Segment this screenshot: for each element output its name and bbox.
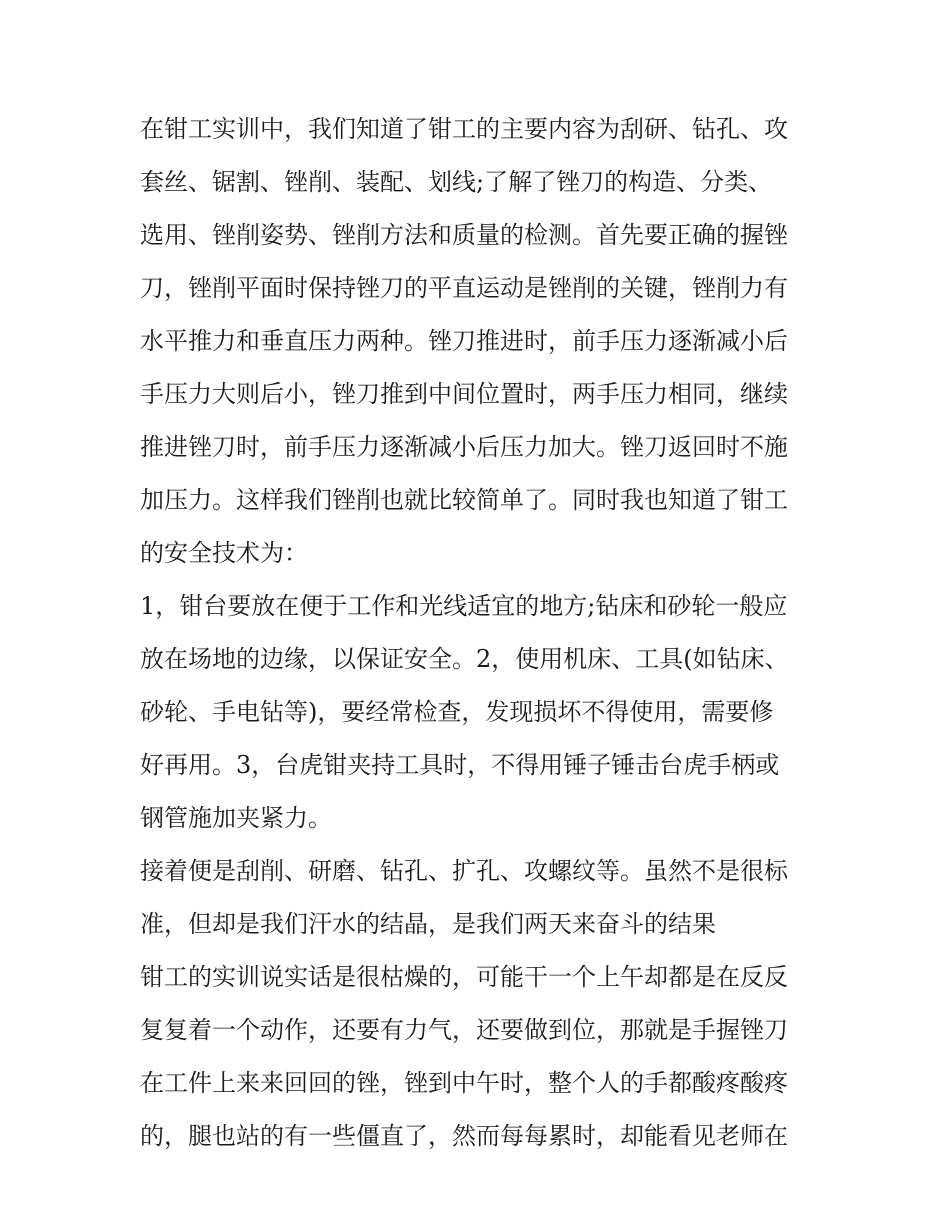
text-line-10: 1，钳台要放在便于工作和光线适宜的地方;钻床和砂轮一般应	[140, 592, 788, 620]
text-line-19: 在工件上来来回回的锉，锉到中午时，整个人的手都酸疼酸疼	[140, 1069, 788, 1097]
text-line-6: 手压力大则后小，锉刀推到中间位置时，两手压力相同，继续	[140, 380, 788, 408]
text-line-11: 放在场地的边缘，以保证安全。2，使用机床、工具(如钻床、	[140, 645, 789, 673]
text-line-9: 的安全技术为：	[140, 539, 308, 567]
text-line-12: 砂轮、手电钻等)，要经常检查，发现损坏不得使用，需要修	[140, 698, 774, 726]
text-line-15: 接着便是刮削、研磨、钻孔、扩孔、攻螺纹等。虽然不是很标	[140, 857, 788, 885]
text-line-7: 推进锉刀时，前手压力逐渐减小后压力加大。锉刀返回时不施	[140, 433, 788, 461]
text-line-20: 的，腿也站的有一些僵直了，然而每每累时，却能看见老师在	[140, 1122, 788, 1150]
text-line-17: 钳工的实训说实话是很枯燥的，可能干一个上午却都是在反反	[140, 963, 788, 991]
text-line-5: 水平推力和垂直压力两种。锉刀推进时，前手压力逐渐减小后	[140, 327, 788, 355]
text-line-3: 选用、锉削姿势、锉削方法和质量的检测。首先要正确的握锉	[140, 221, 788, 249]
text-line-14: 钢管施加夹紧力。	[140, 804, 332, 832]
text-line-1: 在钳工实训中，我们知道了钳工的主要内容为刮研、钻孔、攻	[140, 115, 788, 143]
text-line-18: 复复着一个动作，还要有力气，还要做到位，那就是手握锉刀	[140, 1016, 788, 1044]
text-line-2: 套丝、锯割、锉削、装配、划线;了解了锉刀的构造、分类、	[140, 168, 773, 196]
text-line-13: 好再用。3，台虎钳夹持工具时，不得用锤子锤击台虎手柄或	[140, 751, 780, 779]
text-line-8: 加压力。这样我们锉削也就比较简单了。同时我也知道了钳工	[140, 486, 788, 514]
text-line-4: 刀，锉削平面时保持锉刀的平直运动是锉削的关键，锉削力有	[140, 274, 788, 302]
text-line-16: 准，但却是我们汗水的结晶，是我们两天来奋斗的结果	[140, 910, 716, 938]
